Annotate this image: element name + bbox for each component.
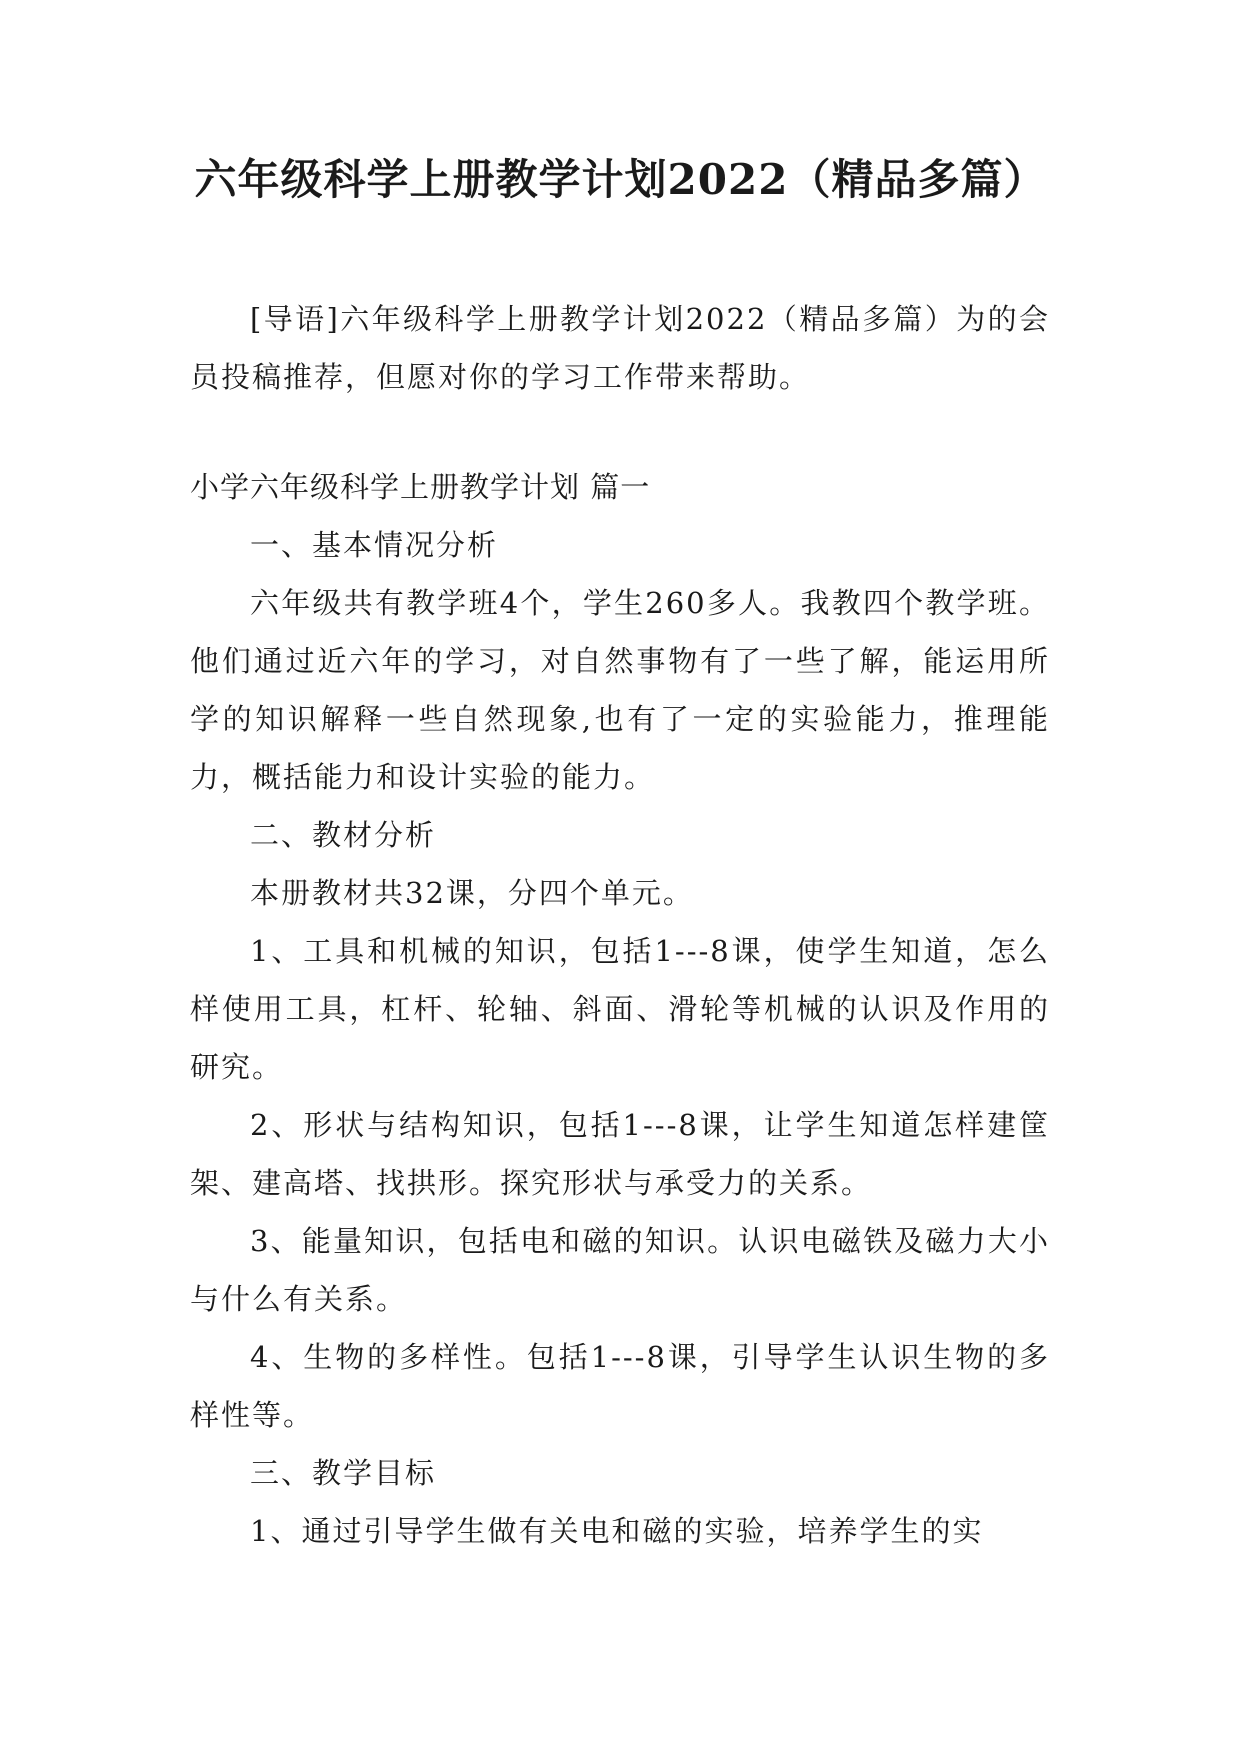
list-item-unit-4: 4、生物的多样性。包括1---8课，引导学生认识生物的多样性等。 (190, 1340, 1050, 1432)
heading-basic-situation: 一、基本情况分析 (250, 528, 499, 562)
heading-textbook-analysis: 二、教材分析 (250, 818, 437, 852)
list-item-unit-1: 1、工具和机械的知识，包括1---8课，使学生知道，怎么样使用工具，杠杆、轮轴、斜面、滑轮等机械的认识及作用的研究。 (190, 934, 1050, 1084)
heading-teaching-goals: 三、教学目标 (250, 1456, 437, 1490)
document-title: 六年级科学上册教学计划2022（精品多篇） (194, 155, 1047, 204)
intro-paragraph: [导语]六年级科学上册教学计划2022（精品多篇）为的会员投稿推荐，但愿对你的学习工作带来帮助。 (190, 302, 1050, 394)
document-body (190, 290, 1050, 1560)
section-heading-part-one: 小学六年级科学上册教学计划 篇一 (190, 470, 651, 504)
list-item-unit-2: 2、形状与结构知识，包括1---8课，让学生知道怎样建筐架、建高塔、找拱形。探究形状与承受力的关系。 (190, 1108, 1050, 1200)
list-item-unit-3: 3、能量知识，包括电和磁的知识。认识电磁铁及磁力大小与什么有关系。 (190, 1224, 1050, 1316)
paragraph-basic-situation: 六年级共有教学班4个，学生260多人。我教四个教学班。他们通过近六年的学习，对自然事物有了一些了解，能运用所学的知识解释一些自然现象,也有了一定的实验能力，推理能力，概括能力和设计实验的能力。 (190, 586, 1050, 794)
paragraph-textbook-overview: 本册教材共32课，分四个单元。 (250, 876, 694, 910)
list-item-goal-1: 1、通过引导学生做有关电和磁的实验，培养学生的实 (250, 1514, 984, 1548)
